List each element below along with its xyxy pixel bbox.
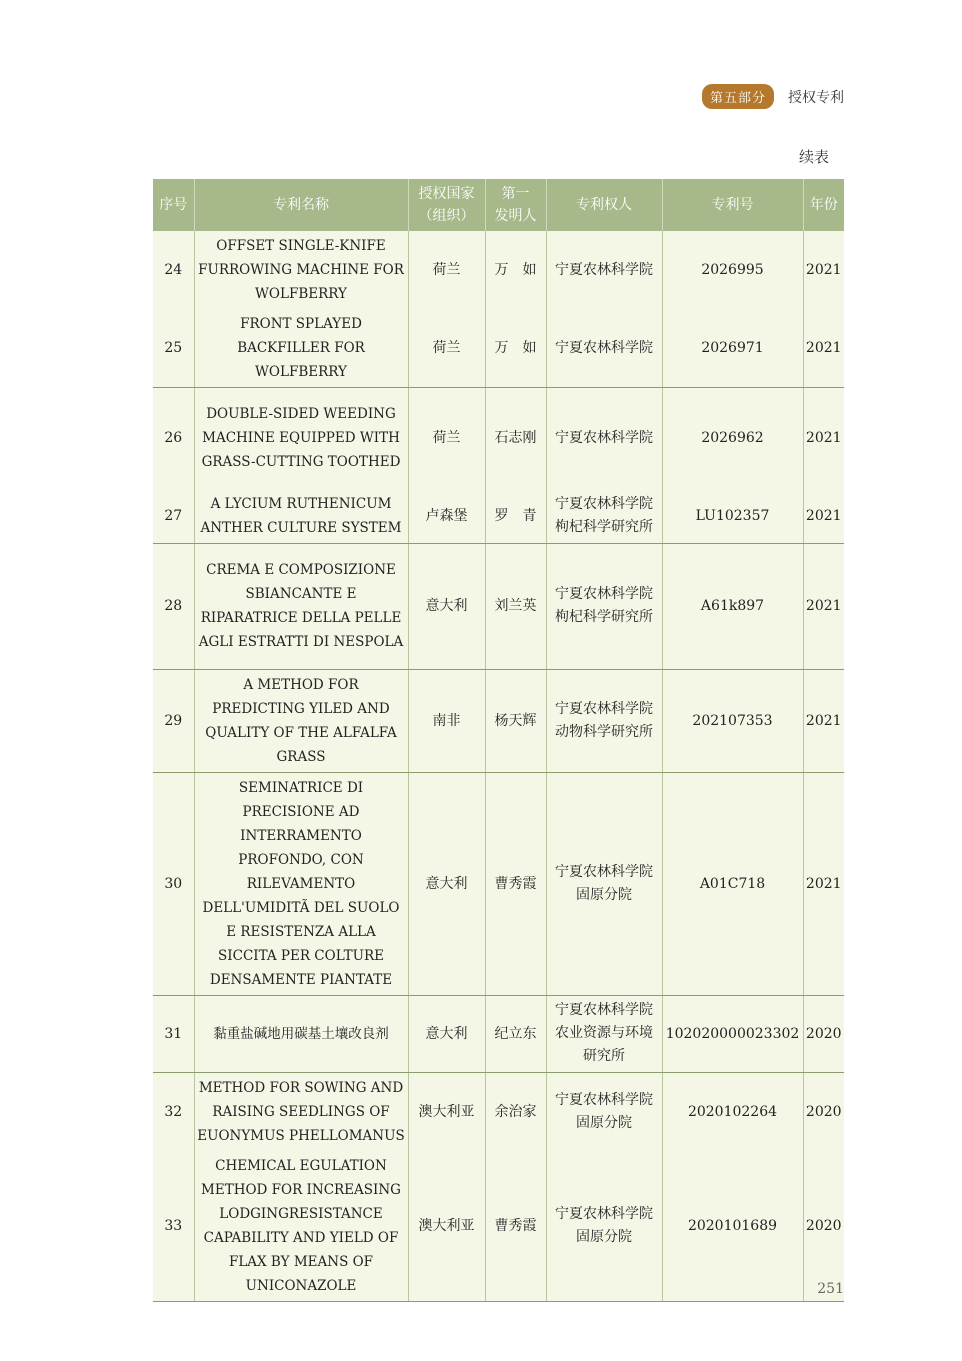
cell-name: SEMINATRICE DI PRECISIONE AD INTERRAMENTO PROFONDO, CON RILEVAMENTO DELL'UMIDITÃ DEL SUOLO E RESISTENZA ALLA SICCITA PER COLTURE DENSAMENTE PIANTATE: [194, 772, 408, 995]
cell-inventor: 杨天辉: [485, 669, 546, 772]
col-header-name: 专利名称: [194, 179, 408, 231]
cell-inventor: 曹秀霞: [485, 1151, 546, 1302]
cell-year: 2020: [803, 1072, 844, 1151]
col-header-patent-no: 专利号: [662, 179, 803, 231]
table-row: [153, 1151, 844, 1302]
cell-no: 32: [164, 1103, 183, 1120]
table-header-row: [153, 179, 844, 231]
cell-owner: 宁夏农林科学院: [546, 309, 662, 388]
cell-name: FRONT SPLAYED BACKFILLER FOR WOLFBERRY: [194, 309, 408, 388]
col-header-inventor: [485, 179, 546, 231]
cell-country: 澳大利亚: [408, 1072, 485, 1151]
cell-name: DOUBLE-SIDED WEEDING MACHINE EQUIPPED WITH GRASS-CUTTING TOOTHED: [194, 388, 408, 489]
cell-no: 31: [153, 995, 194, 1072]
cell-year: 2021: [803, 231, 844, 309]
page-number: 251: [817, 1281, 844, 1297]
cell-patent-no: 202107353: [662, 669, 803, 772]
cell-patent-no: 2020102264: [662, 1072, 803, 1151]
table-row: [153, 1072, 844, 1151]
cell-patent-no: 2026995: [662, 231, 803, 309]
cell-country: 意大利: [408, 995, 485, 1072]
cell-name: OFFSET SINGLE-KNIFE FURROWING MACHINE FOR WOLFBERRY: [194, 231, 408, 309]
cell-year: 2020: [803, 995, 844, 1072]
cell-owner: 宁夏农林科学院枸杞科学研究所: [546, 543, 662, 669]
cell-owner: 宁夏农林科学院农业资源与环境研究所: [546, 995, 662, 1072]
cell-no: 26: [164, 430, 183, 447]
part-badge: 第五部分: [702, 84, 774, 109]
cell-year: 2021: [803, 772, 844, 995]
col-header-no: 序号: [153, 179, 194, 231]
cell-country: 荷兰: [408, 231, 485, 309]
col-header-country: [408, 179, 485, 231]
col-header-inventor-line2: 发明人: [494, 208, 537, 224]
cell-no: 28: [153, 543, 194, 669]
table-row: [153, 669, 844, 772]
cell-no: 33: [153, 1151, 194, 1302]
cell-owner: 宁夏农林科学院固原分院: [546, 1151, 662, 1302]
col-header-country-line1: 授权国家: [418, 186, 475, 202]
cell-inventor: 石志刚: [485, 388, 546, 489]
section-title: 授权专利: [788, 89, 844, 106]
cell-year: 2021: [803, 669, 844, 772]
cell-country: 意大利: [408, 772, 485, 995]
table-row: [153, 772, 844, 995]
cell-inventor: 余治家: [485, 1072, 546, 1151]
cell-year: 2021: [803, 489, 844, 544]
table-row: [153, 309, 844, 388]
cell-no: 27: [153, 489, 194, 544]
col-header-country-line2: （组织）: [418, 208, 475, 224]
table-row: [153, 489, 844, 544]
table-row: [153, 388, 844, 489]
col-header-owner: 专利权人: [546, 179, 662, 231]
table-row: [153, 543, 844, 669]
cell-name: METHOD FOR SOWING AND RAISING SEEDLINGS OF EUONYMUS PHELLOMANUS: [194, 1072, 408, 1151]
cell-no: 24: [164, 262, 183, 278]
cell-patent-no: A01C718: [662, 772, 803, 995]
page-header: [702, 84, 844, 109]
table-row: [153, 231, 844, 309]
cell-owner: 宁夏农林科学院动物科学研究所: [546, 669, 662, 772]
cell-inventor: 刘兰英: [485, 543, 546, 669]
cell-patent-no: 102020000023302: [662, 995, 803, 1072]
table-row: [153, 995, 844, 1072]
cell-year: 2020: [803, 1151, 844, 1302]
cell-country: 荷兰: [408, 309, 485, 388]
cell-name: CREMA E COMPOSIZIONE SBIANCANTE E RIPARATRICE DELLA PELLE AGLI ESTRATTI DI NESPOLA: [194, 543, 408, 669]
cell-patent-no: 2020101689: [662, 1151, 803, 1302]
cell-owner: 宁夏农林科学院枸杞科学研究所: [546, 489, 662, 544]
patent-table: [153, 179, 844, 1302]
cell-inventor: 万 如: [485, 231, 546, 309]
cell-name: A METHOD FOR PREDICTING YILED AND QUALITY OF THE ALFALFA GRASS: [194, 669, 408, 772]
cell-country: 澳大利亚: [408, 1151, 485, 1302]
cell-patent-no: A61k897: [662, 543, 803, 669]
cell-owner: 宁夏农林科学院固原分院: [546, 772, 662, 995]
cell-country: 荷兰: [408, 388, 485, 489]
cell-no: 25: [153, 309, 194, 388]
cell-inventor: 万 如: [485, 309, 546, 388]
cell-year: 2021: [803, 388, 844, 489]
cell-country: 意大利: [408, 543, 485, 669]
cell-year: 2021: [803, 543, 844, 669]
cell-inventor: 纪立东: [485, 995, 546, 1072]
cell-no: 29: [153, 669, 194, 772]
cell-patent-no: 2026962: [662, 388, 803, 489]
cell-country: 南非: [408, 669, 485, 772]
continuation-label: 续表: [798, 148, 829, 166]
cell-name: CHEMICAL EGULATION METHOD FOR INCREASING LODGINGRESISTANCE CAPABILITY AND YIELD OF FLAX BY MEANS OF UNICONAZOLE: [194, 1151, 408, 1302]
cell-no: 30: [153, 772, 194, 995]
cell-name: 黏重盐碱地用碳基土壤改良剂: [194, 995, 408, 1072]
cell-country: 卢森堡: [408, 489, 485, 544]
cell-owner: 宁夏农林科学院: [546, 388, 662, 489]
cell-owner: 宁夏农林科学院固原分院: [546, 1072, 662, 1151]
cell-inventor: 曹秀霞: [485, 772, 546, 995]
cell-owner: 宁夏农林科学院: [546, 231, 662, 309]
cell-inventor: 罗 青: [485, 489, 546, 544]
col-header-inventor-line1: 第一: [501, 186, 530, 202]
cell-patent-no: 2026971: [662, 309, 803, 388]
col-header-year: 年份: [803, 179, 844, 231]
cell-name: A LYCIUM RUTHENICUM ANTHER CULTURE SYSTEM: [194, 489, 408, 544]
cell-year: 2021: [803, 309, 844, 388]
cell-patent-no: LU102357: [662, 489, 803, 544]
